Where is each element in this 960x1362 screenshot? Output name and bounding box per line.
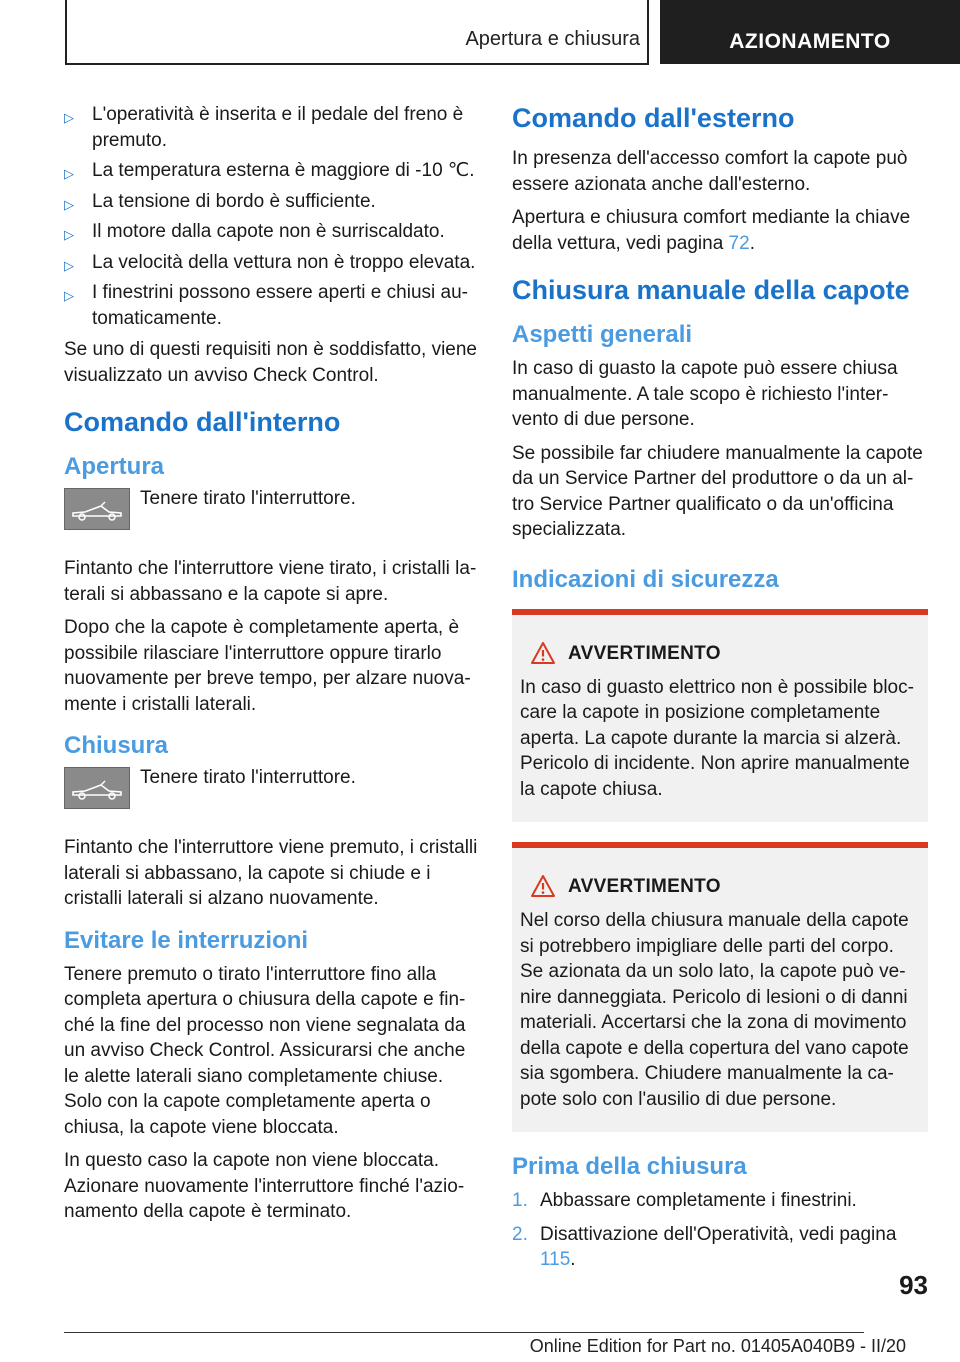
- heading-indicazioni-sicurezza: Indicazioni di sicurezza: [512, 565, 779, 593]
- triangle-bullet-icon: ▷: [64, 227, 74, 242]
- heading-chiusura: Chiusura: [64, 732, 169, 759]
- heading-prima-chiusura: Prima della chiusura: [512, 1153, 747, 1180]
- paragraph: Dopo che la capote è completamente aperta, è possibile rilasciare l'interruttore oppure tirarlo nuovamente per breve tempo, per alzare nuovamente i cristalli laterali.: [64, 617, 471, 715]
- left-column: [64, 102, 482, 1233]
- paragraph: In questo caso la capote non viene bloccata. Azionare nuovamente l'interruttore finché l'azionamento della capote è terminato.: [64, 1150, 465, 1222]
- warning-title: AVVERTIMENTO: [568, 642, 721, 664]
- paragraph: In presenza dell'accesso comfort la capote può essere azionata anche dall'esterno.: [512, 148, 908, 195]
- triangle-bullet-icon: ▷: [64, 110, 74, 125]
- step-number: 2.: [512, 1223, 528, 1245]
- apertura-switch-row: [64, 488, 482, 546]
- heading-aspetti-generali: Aspetti generali: [512, 321, 693, 348]
- triangle-bullet-icon: ▷: [64, 288, 74, 303]
- convertible-car-icon: [64, 488, 130, 530]
- page-link[interactable]: 115: [540, 1249, 571, 1270]
- steps-list: [512, 1188, 928, 1273]
- header-divider: [647, 0, 649, 64]
- paragraph: Se uno di questi requisiti non è soddisfatto, viene visualizzato un avviso Check Control.: [64, 339, 477, 386]
- paragraph: Se possibile far chiudere manualmente la capote da un Service Partner del produttore o da un altro Service Partner qualificato o da un'officina specializzata.: [512, 442, 923, 540]
- warning-box: [512, 842, 928, 1132]
- convertible-car-icon: [64, 767, 130, 809]
- paragraph: Apertura e chiusura comfort mediante la chiave della vettura, vedi pagina 72.: [512, 207, 911, 254]
- header-chapter-tab[interactable]: AZIONAMENTO: [660, 0, 960, 64]
- chiusura-switch-text: Tenere tirato l'interruttore.: [140, 767, 356, 788]
- warning-box: [512, 609, 928, 823]
- warning-triangle-icon: [530, 641, 556, 670]
- right-column: [512, 102, 928, 1281]
- triangle-bullet-icon: ▷: [64, 166, 74, 181]
- paragraph: Fintanto che l'interruttore viene tirato, i cristalli laterali si abbassano e la capote si apre.: [64, 558, 477, 605]
- requirements-list: [64, 102, 482, 331]
- header-section-title: Apertura e chiusura: [465, 28, 640, 50]
- warning-text: In caso di guasto elettrico non è possibile bloccare la capote in posizione completamente aperta. La capote durante la marcia si alzerà. Pericolo di incidente. Non aprire manualmente la capote chiusa.: [520, 676, 914, 800]
- warning-text: Nel corso della chiusura manuale della capote si potrebbero impigliare delle parti del corpo. Se azionata da un solo lato, la capote può venire danneggiata. Pericolo di lesioni o di danni materiali. Accertarsi che la zona di movimento della capote e della copertura del vano capote sia sgombera. Chiudere manualmente la capote solo con l'ausilio di due persone.: [520, 910, 909, 1110]
- paragraph: Tenere premuto o tirato l'interruttore fino alla completa apertura o chiusura della capote e finché la fine del processo non viene segnalata da un avviso Check Control. Assicurarsi che anche le alette laterali siano completamente chiuse. Solo con la capote completamente aperta o chiusa, la capote viene bloccata.: [64, 963, 466, 1138]
- heading-comando-esterno: Comando dall'esterno: [512, 103, 795, 133]
- paragraph: In caso di guasto la capote può essere chiusa manualmente. A tale scopo è richiesto l'intervento di due persone.: [512, 358, 898, 430]
- heading-chiusura-manuale: Chiusura manuale della capote: [512, 275, 910, 305]
- heading-evitare-interruzioni: Evitare le interruzioni: [64, 926, 309, 954]
- warning-header: [520, 874, 920, 902]
- heading-comando-interno: Comando dall'interno: [64, 407, 341, 437]
- list-item: ▷ Il motore dalla capote non è surriscaldato.: [64, 219, 482, 245]
- list-item: 1. Abbassare completamente i finestrini.: [512, 1188, 928, 1214]
- list-item: ▷ L'operatività è inserita e il pedale del freno è premuto.: [64, 104, 464, 151]
- triangle-bullet-icon: ▷: [64, 196, 74, 212]
- footer-rule: [64, 1332, 864, 1333]
- list-item: ▷ La temperatura esterna è maggiore di -10 ℃.: [64, 158, 482, 184]
- list-item: 2. Disattivazione dell'Operatività, vedi pagina 115.: [512, 1223, 897, 1270]
- apertura-switch-text: Tenere tirato l'interruttore.: [140, 488, 356, 509]
- step-number: 1.: [512, 1190, 528, 1211]
- footer-edition: Online Edition for Part no. 01405A040B9 - II/20: [529, 1336, 906, 1356]
- warning-title: AVVERTIMENTO: [568, 876, 721, 897]
- warning-header: [520, 641, 920, 669]
- header-left-rule: [65, 0, 67, 64]
- list-item: ▷ I finestrini possono essere aperti e chiusi automaticamente.: [64, 282, 468, 329]
- triangle-bullet-icon: ▷: [64, 257, 74, 273]
- page-link[interactable]: 72: [728, 232, 750, 254]
- warning-triangle-icon: [530, 874, 556, 903]
- list-item: ▷ La tensione di bordo è sufficiente.: [64, 189, 482, 215]
- heading-apertura: Apertura: [64, 453, 165, 480]
- paragraph: Fintanto che l'interruttore viene premuto, i cristalli laterali si abbassano, la capote si chiude e i cristalli laterali si alzano nuovamente.: [64, 837, 478, 909]
- page-number: 93: [899, 1270, 928, 1300]
- list-item: ▷ La velocità della vettura non è troppo elevata.: [64, 250, 482, 276]
- chiusura-switch-row: [64, 767, 482, 825]
- header-bottom-rule: [65, 63, 649, 65]
